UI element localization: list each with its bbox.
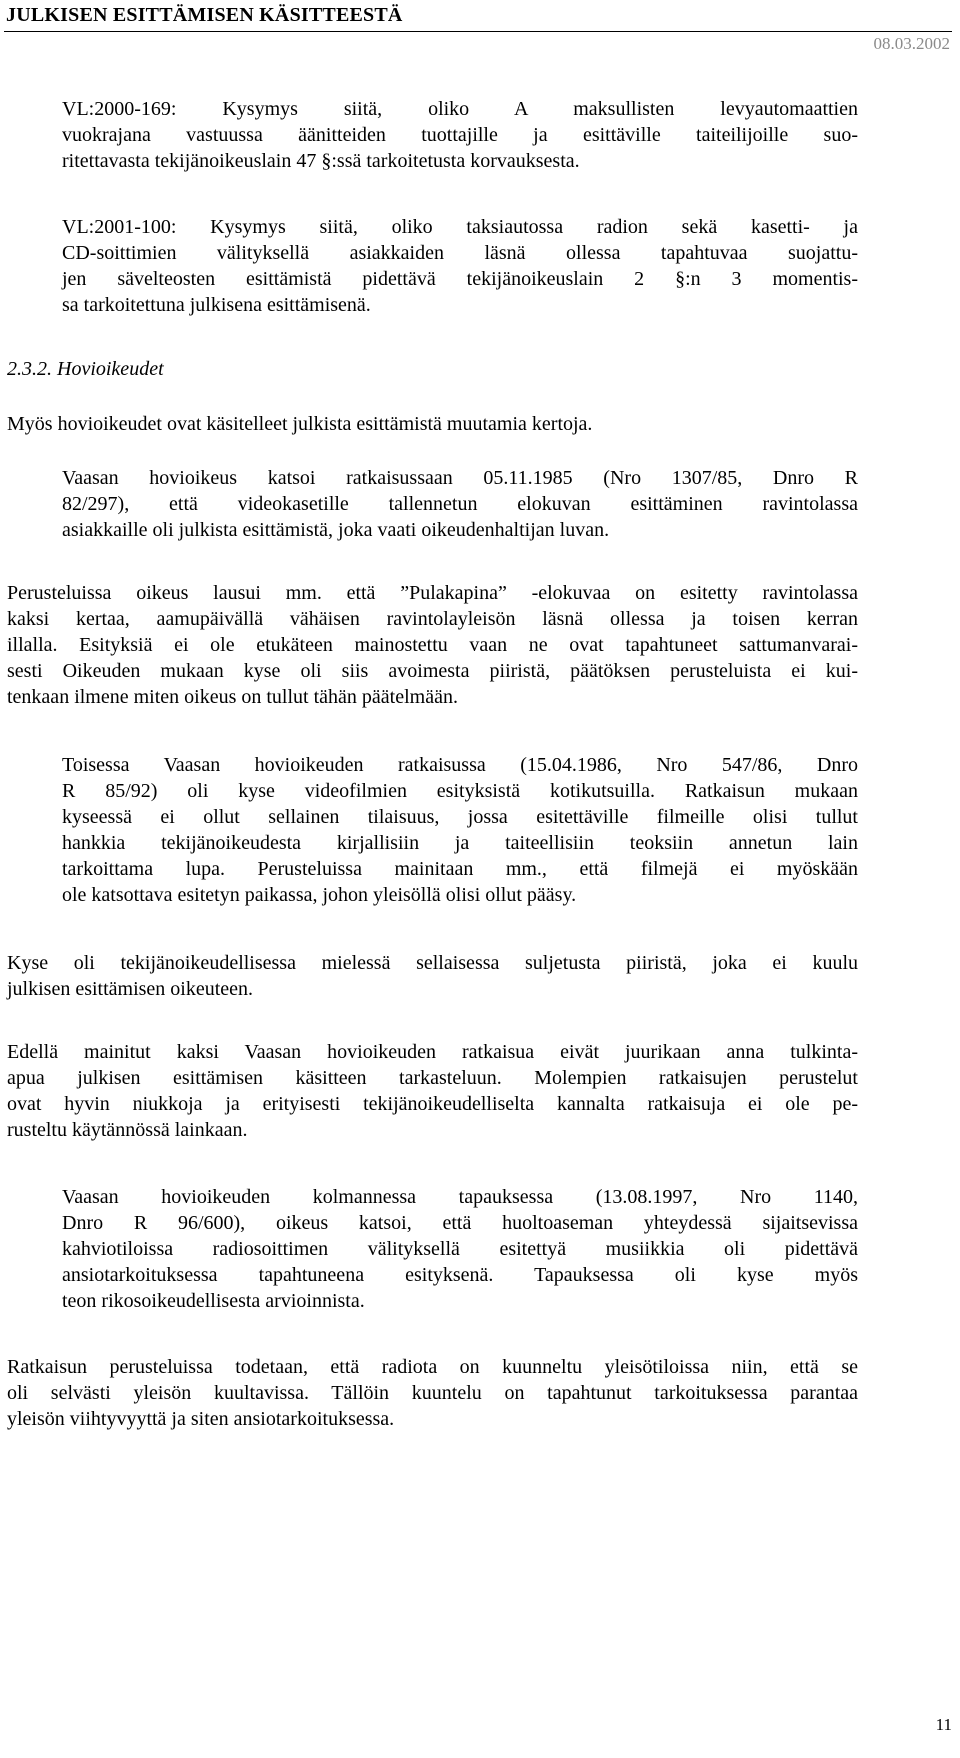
text-line: ole katsottava esitetyn paikassa, johon yleisöllä olisi ollut pääsy. (62, 884, 577, 906)
text-line: asiakkaille oli julkista esittämistä, joka vaati oikeudenhaltijan luvan. (62, 519, 610, 541)
text-line: kahviotiloissa radiosoittimen välityksellä esitettyä musiikkia oli pidettävä (62, 1238, 858, 1260)
text-line: CD-soittimien välityksellä asiakkaiden läsnä ollessa tapahtuvaa suojattu- (62, 242, 858, 264)
text-line: jen sävelteosten esittämistä pidettävä tekijänoikeuslain 2 §:n 3 momentis- (62, 268, 858, 290)
text-line: oli selvästi yleisön kuultavissa. Tällöin kuuntelu on tapahtunut tarkoituksessa parantaa (7, 1382, 858, 1404)
text-line: rusteltu käytännössä lainkaan. (7, 1119, 248, 1141)
text-line: 82/297), että videokasetille tallennetun elokuvan esittäminen ravintolassa (62, 493, 858, 515)
paragraph-reasoning-1997 (7, 1354, 858, 1432)
text-line: Edellä mainitut kaksi Vaasan hovioikeuden ratkaisua eivät juurikaan anna tulkinta- (7, 1041, 858, 1063)
text-line: Kyse oli tekijänoikeudellisessa mielessä sellaisessa suljetusta piiristä, joka ei kuulu (7, 952, 858, 974)
text-line: Perusteluissa oikeus lausui mm. että ”Pulakapina” -elokuvaa on esitetty ravintolassa (7, 582, 858, 604)
paragraph-vl-2001-100 (62, 214, 858, 318)
text-line: sesti Oikeuden mukaan kyse oli siis avoimesta piiristä, päätöksen perusteluista ei kui- (7, 660, 858, 682)
paragraph-vl-2000-169 (62, 96, 858, 174)
text-line: tenkaan ilmene miten oikeus on tullut tähän päätelmään. (7, 686, 458, 708)
paragraph-case-1985 (62, 465, 858, 543)
text-line: yleisön viihtyvyyttä ja siten ansiotarkoituksessa. (7, 1408, 395, 1430)
text-line: kaksi kertaa, aamupäivällä vähäisen ravintolayleisön läsnä ollessa ja toisen kerran (7, 608, 858, 630)
paragraph-intro (7, 411, 858, 437)
text-line: ritettavasta tekijänoikeuslain 47 §:ssä tarkoitetusta korvauksesta. (62, 150, 580, 172)
paragraph-reasoning-1985 (7, 580, 858, 710)
text-line: hankkia tekijänoikeudesta kirjallisiin ja taiteellisiin teoksiin annetun lain (62, 832, 858, 854)
text-line: Vaasan hovioikeus katsoi ratkaisussaan 05.11.1985 (Nro 1307/85, Dnro R (62, 467, 858, 489)
text-line: sa tarkoitettuna julkisena esittämisenä. (62, 294, 371, 316)
text-line: Vaasan hovioikeuden kolmannessa tapauksessa (13.08.1997, Nro 1140, (62, 1186, 858, 1208)
text-line: ovat hyvin niukkoja ja erityisesti tekijänoikeudelliselta kannalta ratkaisuja ei ole pe- (7, 1093, 858, 1115)
running-header-title: JULKISEN ESITTÄMISEN KÄSITTEESTÄ (6, 4, 403, 26)
text-line: Myös hovioikeudet ovat käsitelleet julkista esittämistä muutamia kertoja. (7, 413, 593, 435)
paragraph-case-1986 (62, 752, 858, 908)
paragraph-closed-circle (7, 950, 858, 1002)
text-line: VL:2000-169: Kysymys siitä, oliko A maksullisten levyautomaattien (62, 98, 858, 120)
text-line: VL:2001-100: Kysymys siitä, oliko taksiautossa radion sekä kasetti- ja (62, 216, 858, 238)
text-line: kyseessä ei ollut sellainen tilaisuus, jossa esitettäville filmeille olisi tullut (62, 806, 858, 828)
header-divider (4, 31, 952, 32)
text-line: tarkoittama lupa. Perusteluissa mainitaan mm., että filmejä ei myöskään (62, 858, 858, 880)
text-line: Ratkaisun perusteluissa todetaan, että radiota on kuunneltu yleisötiloissa niin, että se (7, 1356, 858, 1378)
header-date: 08.03.2002 (873, 34, 950, 53)
text-line: R 85/92) oli kyse videofilmien esityksistä kotikutsuilla. Ratkaisun mukaan (62, 780, 858, 802)
text-line: illalla. Esityksiä ei ole etukäteen mainostettu vaan ne ovat tapahtuneet sattumanvarai- (7, 634, 858, 656)
section-heading: 2.3.2. Hovioikeudet (7, 358, 164, 380)
text-line: Dnro R 96/600), oikeus katsoi, että huoltoaseman yhteydessä sijaitsevissa (62, 1212, 858, 1234)
text-line: julkisen esittämisen oikeuteen. (7, 978, 254, 1000)
page-number: 11 (935, 1715, 952, 1734)
text-line: vuokrajana vastuussa äänitteiden tuottajille ja esittäville taiteilijoille suo- (62, 124, 858, 146)
paragraph-assessment (7, 1039, 858, 1143)
text-line: Toisessa Vaasan hovioikeuden ratkaisussa (15.04.1986, Nro 547/86, Dnro (62, 754, 858, 776)
text-line: teon rikosoikeudellisesta arvioinnista. (62, 1290, 365, 1312)
paragraph-case-1997 (62, 1184, 858, 1314)
text-line: apua julkisen esittämisen käsitteen tarkasteluun. Molempien ratkaisujen perustelut (7, 1067, 858, 1089)
text-line: ansiotarkoituksessa tapahtuneena esityksenä. Tapauksessa oli kyse myös (62, 1264, 858, 1286)
